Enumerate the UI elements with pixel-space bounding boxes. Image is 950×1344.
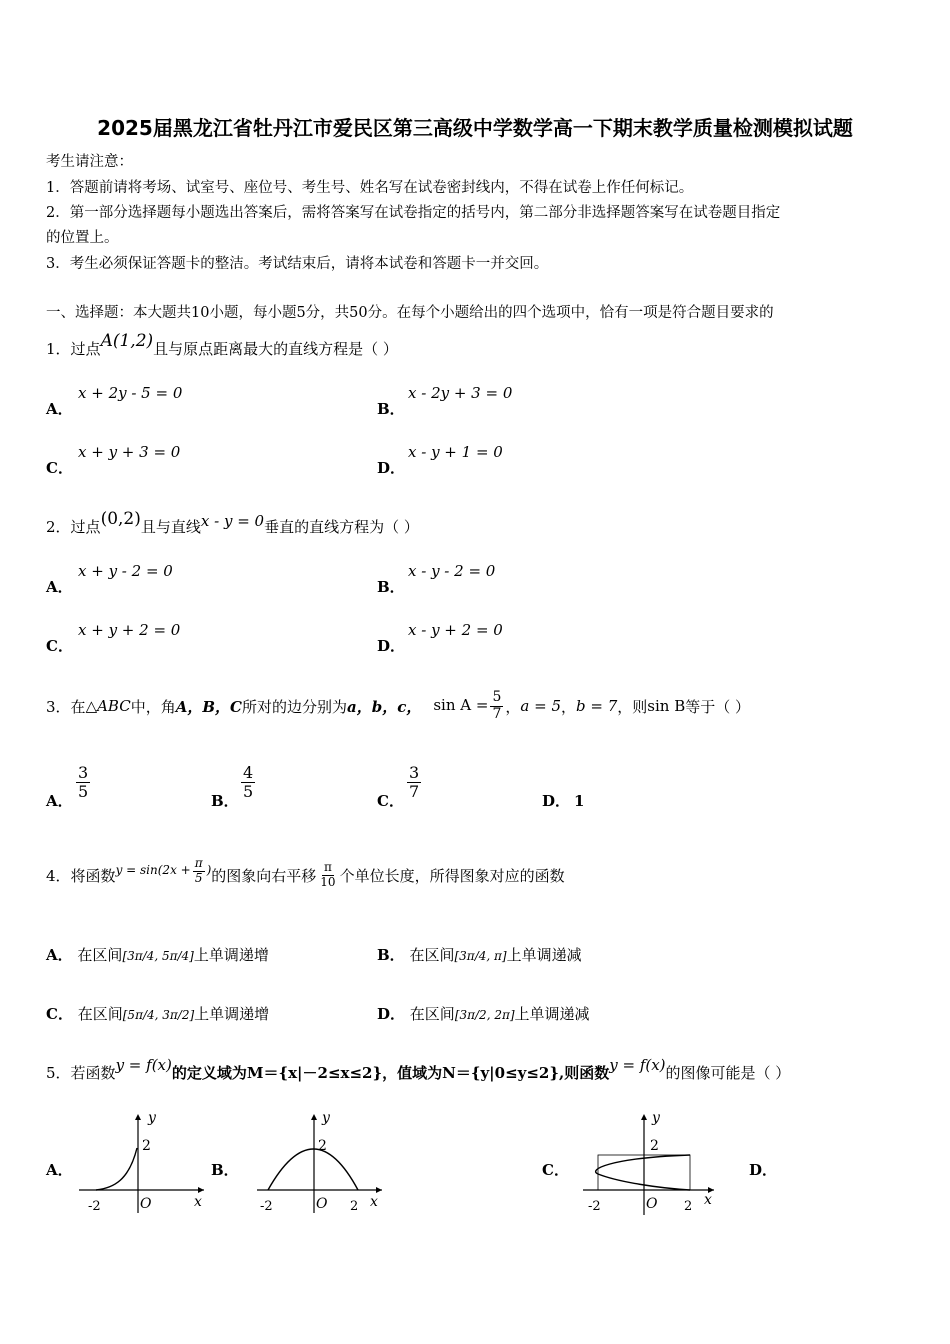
graph-a [74, 1108, 214, 1218]
question-3: 3． 在 △ABC 中，角 A，B，C 所对的边分别为 a，b，c， sin A = $\frac{5}{7}$ ， a = 5 ， b = 7 ，则 sin B 等于（ ） [46, 689, 750, 722]
option-label: C． [46, 637, 73, 655]
notice-item: 的位置上。 [46, 230, 119, 246]
question-text: 的图象向右平移 [211, 866, 317, 885]
option-label: D． [749, 1161, 778, 1179]
option-a [74, 764, 92, 800]
option-text: 在区间 [409, 946, 455, 964]
y-axis-arrow [641, 1114, 647, 1120]
option-c [46, 1003, 269, 1024]
option-label: B． [377, 578, 405, 596]
option-c: x + y + 3 = 0 [78, 443, 181, 461]
option-text: 在区间 [409, 1005, 455, 1023]
question-text: 过点 [70, 340, 101, 358]
page-title: 2025届黑龙江省牡丹江市爱民区第三高级中学数学高一下期末教学质量检测模拟试题 [97, 116, 853, 140]
option-text: 上单调递增 [193, 946, 269, 964]
triangle-expression: △ABC [85, 697, 131, 715]
question-text: 在 [70, 697, 86, 716]
function-text: y = sin(2x + [115, 863, 191, 878]
y-axis-arrow [311, 1114, 317, 1120]
fraction [407, 764, 421, 800]
axis-label-x: x [370, 1194, 378, 1210]
sin-b-expression: sin B [647, 697, 686, 715]
option-b [377, 944, 582, 965]
tick-label: -2 [260, 1199, 273, 1214]
question-4 [46, 852, 565, 898]
section-heading: 一、选择题：本大题共10小题，每小题5分，共50分。在每个小题给出的四个选项中，恰有一项是符合题目要求的 [46, 305, 774, 321]
option-text: 在区间 [77, 946, 123, 964]
tick-label: 2 [318, 1138, 327, 1154]
axis-label-x: x [194, 1194, 202, 1210]
option-label: A． [46, 792, 73, 810]
interval-expression: [5π/4, 3π/2] [122, 1008, 195, 1022]
option-text: 在区间 [77, 1005, 123, 1023]
origin-label: O [316, 1196, 328, 1212]
option-d-value: 1 [574, 792, 585, 810]
line-expression: x - y = 0 [200, 512, 265, 530]
denominator: 5 [78, 781, 89, 801]
y-axis-arrow [135, 1114, 141, 1120]
question-text: ，则 [617, 697, 648, 716]
side-names: a，b，c， [347, 697, 422, 716]
a-value: a = 5 [520, 697, 561, 715]
shift-fraction [318, 861, 337, 888]
option-label: B． [211, 792, 239, 810]
option-label: C． [377, 792, 404, 810]
axis-label-y: y [652, 1110, 660, 1126]
tick-label: 2 [142, 1138, 151, 1154]
option-label: C． [46, 459, 73, 477]
option-d [377, 1003, 590, 1024]
option-text: 上单调递减 [514, 1005, 590, 1023]
numerator: 3 [409, 763, 420, 782]
fraction [76, 764, 90, 800]
option-label: B． [377, 946, 405, 964]
tick-label: 2 [350, 1199, 359, 1214]
notice-item: 1．答题前请将考场、试室号、座位号、考生号、姓名写在试卷密封线内，不得在试卷上作任何标记。 [46, 180, 694, 196]
axis-label-y: y [322, 1110, 330, 1126]
denominator: 5 [194, 870, 203, 885]
point-expression: A(1,2) [100, 331, 154, 351]
question-text: 中，角 [130, 697, 176, 716]
function-curve [96, 1148, 137, 1190]
axis-label-x: x [704, 1192, 712, 1208]
tick-label: 2 [684, 1199, 693, 1214]
question-1 [46, 331, 398, 359]
option-c: x + y + 2 = 0 [78, 621, 181, 639]
question-text: 将函数 [70, 866, 116, 885]
question-number: 2． [46, 518, 71, 536]
question-text: 等于（ ） [685, 697, 750, 716]
option-label: A． [46, 1161, 73, 1179]
question-text: 过点 [70, 518, 101, 536]
question-number: 4． [46, 866, 71, 885]
graph-b [252, 1108, 392, 1218]
option-b: x - 2y + 3 = 0 [408, 384, 513, 402]
function-text: ) [206, 863, 212, 878]
fraction [193, 857, 205, 884]
b-value: b = 7 [576, 697, 618, 715]
question-number: 3． [46, 697, 71, 716]
interval-expression: [3π/2, 2π] [454, 1008, 515, 1022]
fraction [490, 690, 503, 722]
tick-label: -2 [588, 1199, 601, 1214]
sin-a-label: sin A = [433, 696, 489, 714]
sin-a-expression [433, 690, 505, 722]
option-label: B． [211, 1161, 239, 1179]
question-text: 所对的边分别为 [242, 697, 348, 716]
numerator: 4 [243, 763, 254, 782]
question-text: 个单位长度，所得图象对应的函数 [339, 866, 565, 885]
question-text: 且与原点距离最大的直线方程是（ ） [153, 340, 398, 358]
option-c [405, 764, 423, 800]
option-label: A． [46, 400, 73, 418]
origin-label: O [140, 1196, 152, 1212]
axis-label-y: y [148, 1110, 156, 1126]
function-expression [116, 857, 212, 884]
option-label: C． [542, 1161, 569, 1179]
denominator: 7 [492, 705, 502, 722]
notice-heading: 考生请注意： [46, 154, 133, 170]
question-text: 若函数 [70, 1064, 116, 1082]
option-d: x - y + 2 = 0 [408, 621, 503, 639]
numerator: π [194, 856, 203, 871]
function-curve [268, 1149, 358, 1190]
question-2 [46, 509, 419, 537]
option-b [239, 764, 257, 800]
point-expression: (0,2) [100, 509, 141, 529]
graph-c [578, 1108, 723, 1220]
option-a [46, 944, 269, 965]
numerator: 5 [492, 689, 502, 706]
denominator: 10 [320, 874, 336, 889]
option-text: 上单调递增 [194, 1005, 270, 1023]
denominator: 5 [243, 781, 254, 801]
question-text: 的定义域为M＝{x|－2≤x≤2}，值域为N＝{y|0≤y≤2},则函数 [171, 1064, 610, 1082]
angle-names: A，B，C [175, 697, 242, 716]
question-text: 且与直线 [140, 518, 201, 536]
question-number: 1． [46, 340, 71, 358]
question-5 [46, 1056, 791, 1083]
notice-item: 2．第一部分选择题每小题选出答案后，需将答案写在试卷指定的括号内，第二部分非选择题答案写在试卷题目指定 [46, 205, 781, 221]
denominator: 7 [409, 781, 420, 801]
numerator: π [323, 860, 332, 875]
question-text: 垂直的直线方程为（ ） [264, 518, 419, 536]
option-b: x - y - 2 = 0 [408, 562, 496, 580]
x-axis-arrow [198, 1187, 204, 1193]
option-text: 上单调递减 [506, 946, 582, 964]
option-label: B． [377, 400, 405, 418]
option-label: D． [542, 792, 571, 810]
x-axis-arrow [376, 1187, 382, 1193]
option-label: D． [377, 459, 406, 477]
option-label: D． [377, 637, 406, 655]
option-d [542, 790, 584, 811]
numerator: 3 [78, 763, 89, 782]
notice-item: 3．考生必须保证答题卡的整洁。考试结束后，请将本试卷和答题卡一并交回。 [46, 256, 549, 272]
option-a: x + 2y - 5 = 0 [78, 384, 183, 402]
option-label: D． [377, 1005, 406, 1023]
function-expression: y = f(x) [609, 1056, 666, 1074]
function-curve [596, 1155, 690, 1190]
option-d: x - y + 1 = 0 [408, 443, 503, 461]
question-number: 5． [46, 1064, 71, 1082]
option-label: A． [46, 946, 73, 964]
function-expression: y = f(x) [115, 1056, 172, 1074]
option-label: C． [46, 1005, 73, 1023]
tick-label: -2 [88, 1199, 101, 1214]
interval-expression: [3π/4, π] [454, 949, 507, 963]
question-text: 的图像可能是（ ） [665, 1064, 791, 1082]
option-label: A． [46, 578, 73, 596]
tick-label: 2 [650, 1138, 659, 1154]
fraction [241, 764, 255, 800]
interval-expression: [3π/4, 5π/4] [122, 949, 194, 963]
origin-label: O [646, 1196, 658, 1212]
option-a: x + y - 2 = 0 [78, 562, 173, 580]
